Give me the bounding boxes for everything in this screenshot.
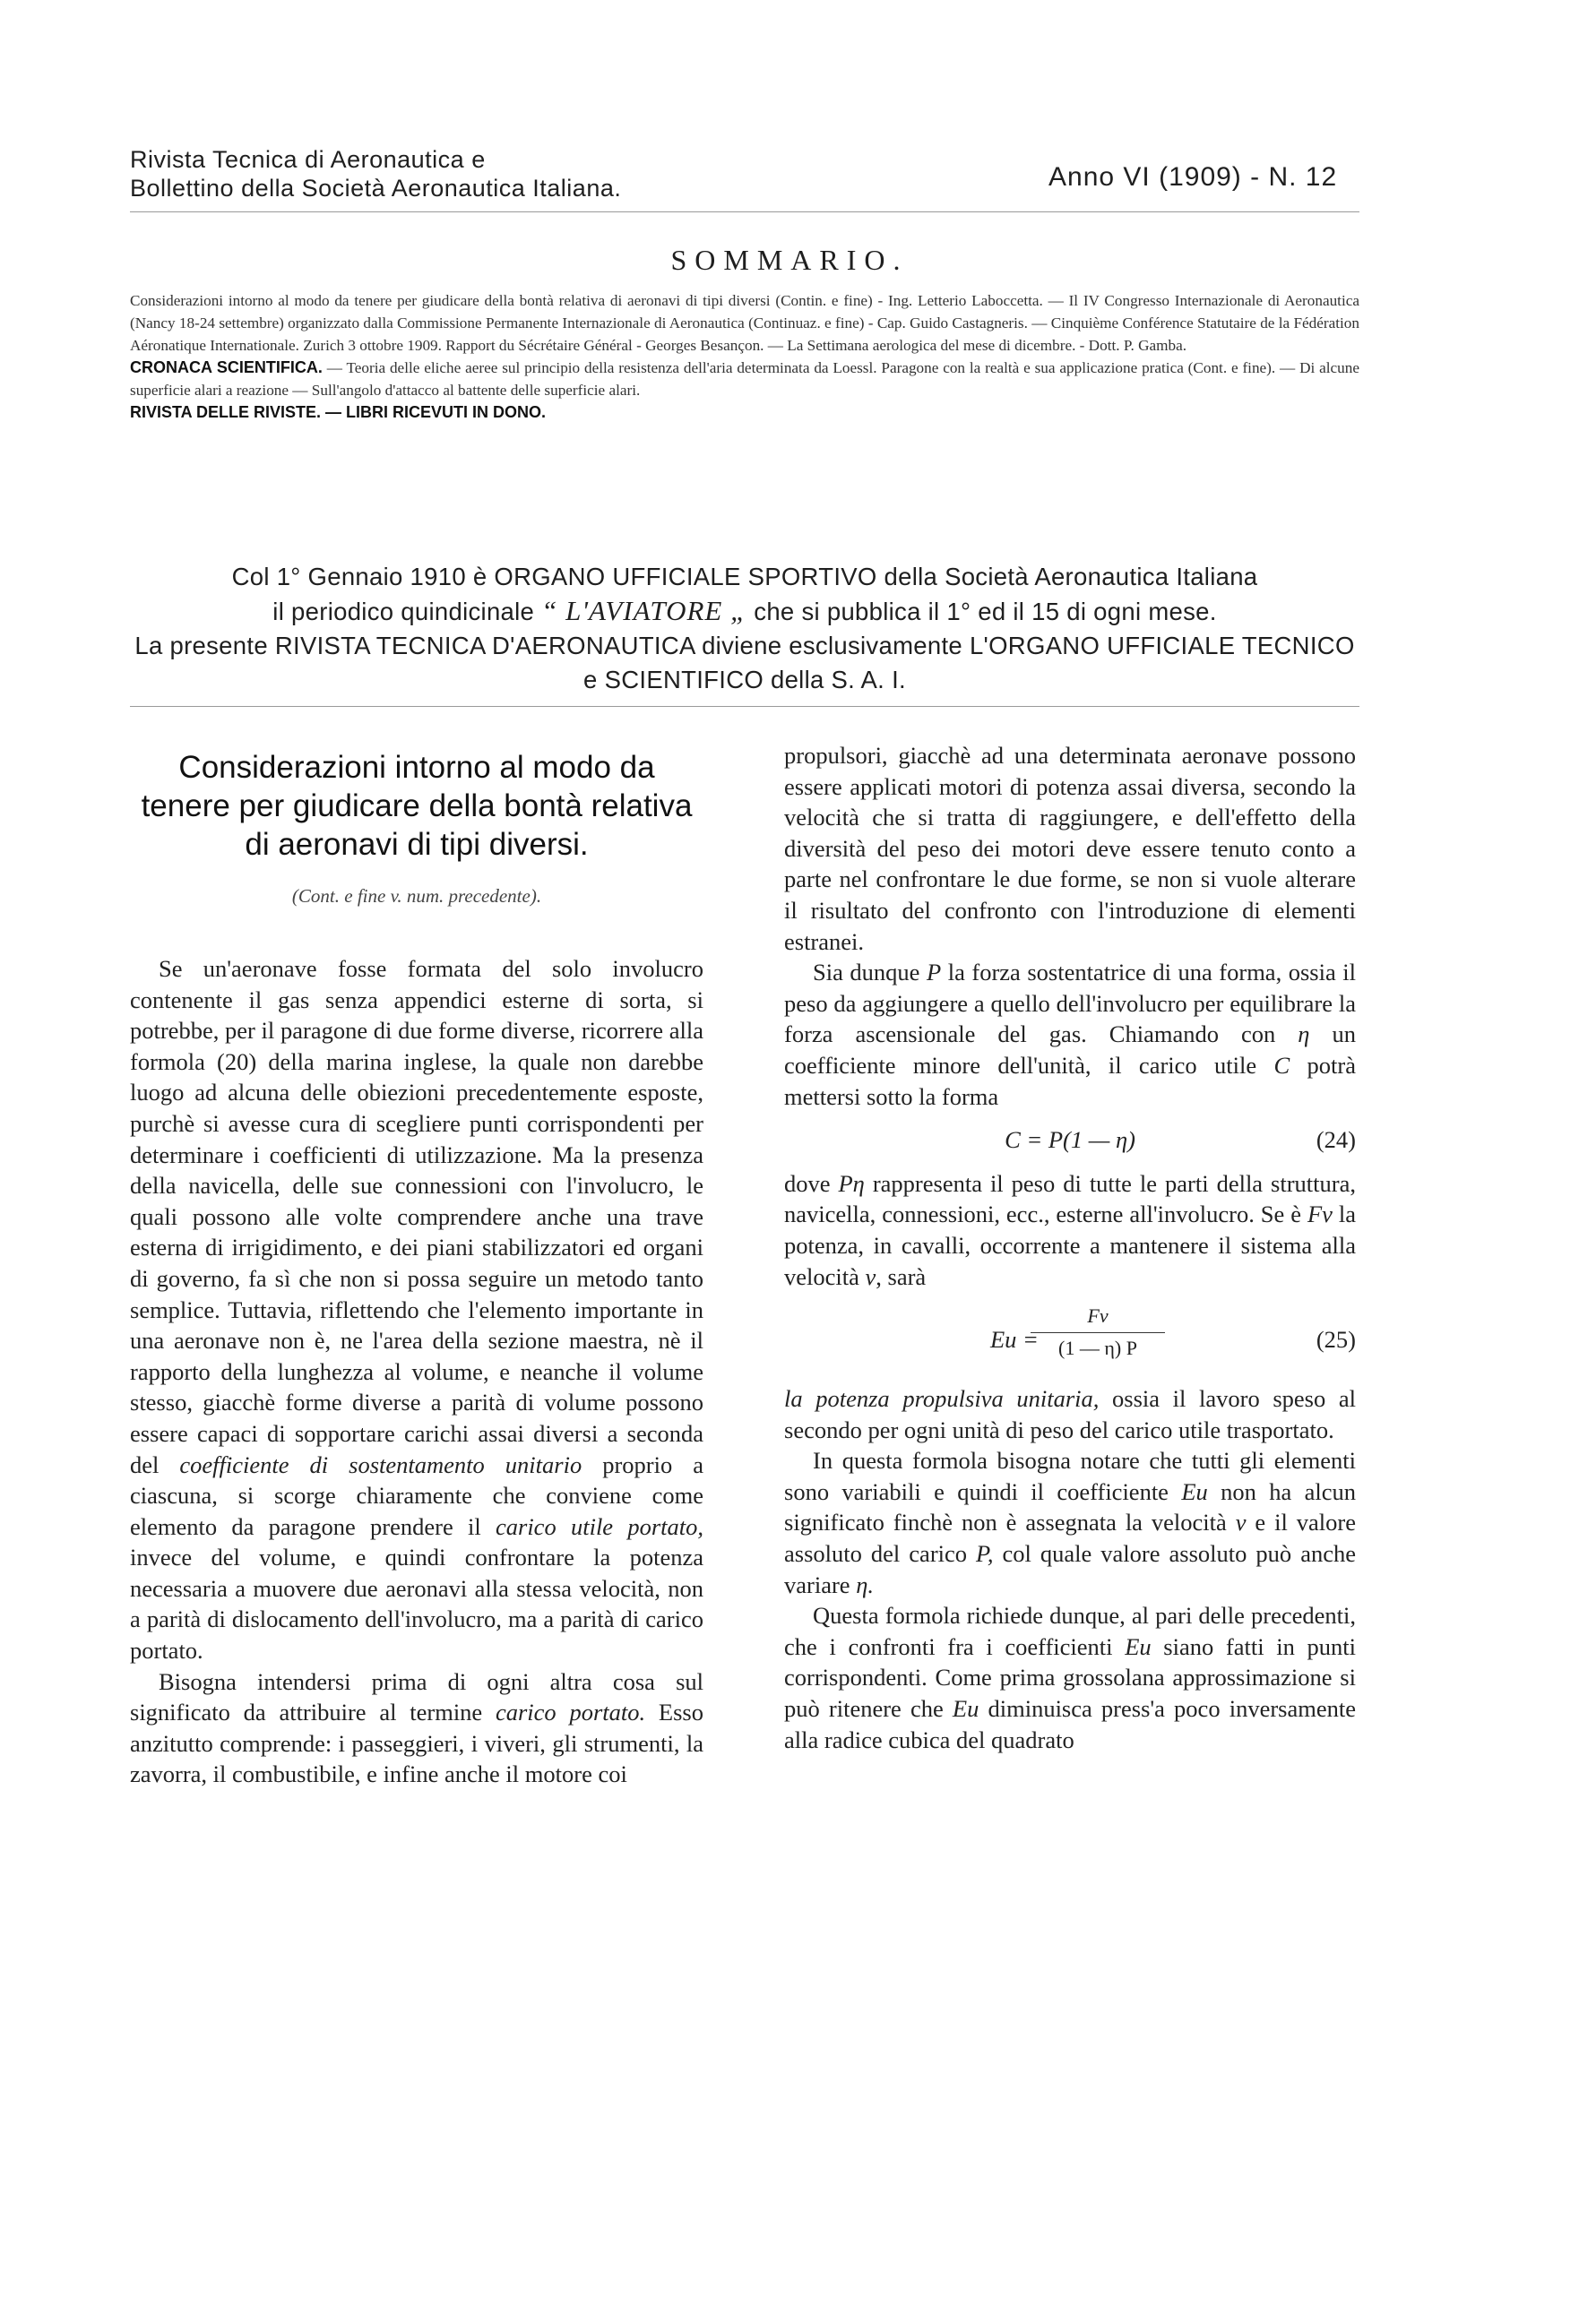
article-subtitle: (Cont. e fine v. num. precedente).	[291, 885, 542, 907]
equation-fraction	[1031, 1301, 1165, 1364]
paragraph: dove Pη rappresenta il peso di tutte le parti della struttura, navicella, connessioni, ecc., esterne all'involucro. Se è Fv la potenza, in cavalli, occorrente a mantenere il sistema alla velocità v, sarà	[784, 1169, 1356, 1290]
sommario-cronaca-text: — Teoria delle eliche aeree sul principio della resistenza dell'aria determinata da Loessl. Paragone con la realtà e sua applicazione pratica (Cont. e fine). — Di alcune superficie alari a reazione — Sull'angolo d'attacco al battente delle superficie alari.	[130, 359, 1359, 399]
notice-line2: il periodico quindicinale “ L'AVIATORE „ che si pubblica il 1° ed il 15 di ogni mese.	[272, 595, 1217, 626]
paragraph: Questa formola richiede dunque, al pari delle precedenti, che i confronti fra i coefficienti Eu siano fatti in punti corrispondenti. Come prima grossolana approssimazione si può ritenere che Eu diminuisca press'a poco inversamente alla radice cubica del quadrato	[784, 1602, 1356, 1753]
paragraph: Bisogna intendersi prima di ogni altra cosa sul significato da attribuire al termine carico portato. Esso anzitutto comprende: i passeggieri, i viveri, gli strumenti, la zavorra, il combustibile, e infine anche il motore coi	[130, 1667, 703, 1788]
equation-number: (25)	[1316, 1326, 1356, 1354]
paragraph: la potenza propulsiva unitaria, ossia il lavoro speso al secondo per ogni unità di peso del carico utile trasportato.	[784, 1385, 1356, 1443]
sommario-entry: Considerazioni intorno al modo da tenere per giudicare della bontà relativa di aeronavi di tipi diversi (Contin. e fine) - Ing. Letterio Laboccetta. — Il IV Congresso Internazionale di Aeronautica (Nancy 18-24 settembre) organizzato dalla Commissione Permanente Internazionale di Aeronautica (Continuaz. e fine) - Cap. Guido Castagneris. — Cinquième Conférence Statutaire de la Fédération Aéronatique Internationale. Zurich 3 ottobre 1909. Rapport du Sécrétaire Général - Georges Besançon. — La Settimana aerologica del mese di dicembre. - Dott. P. Gamba.	[130, 292, 1359, 354]
equation-number: (24)	[1316, 1126, 1356, 1154]
article-column-left	[130, 953, 703, 1790]
sommario-riviste	[130, 401, 1359, 424]
sommario-contents	[130, 289, 1359, 424]
journal-title-line2: Bollettino della Società Aeronautica Italiana.	[130, 175, 622, 202]
issue-number: Anno VI (1909) - N. 12	[1048, 162, 1338, 192]
sommario-cronaca	[130, 357, 1359, 401]
notice-rule	[130, 706, 1359, 707]
sommario-section-label: CRONACA SCIENTIFICA.	[130, 358, 323, 376]
sommario-title: SOMMARIO.	[670, 244, 909, 276]
equation-25	[784, 1301, 1356, 1374]
fraction-denominator: (1 — η) P	[1058, 1336, 1137, 1359]
article-title: Considerazioni intorno al modo da tenere per giudicare della bontà relativa di aeronavi di tipi diversi.	[141, 750, 693, 862]
notice-line3: La presente RIVISTA TECNICA D'AERONAUTICA diviene esclusivamente L'ORGANO UFFICIALE TECNICO e SCIENTIFICO della S. A. I.	[134, 632, 1355, 693]
journal-title-line1: Rivista Tecnica di Aeronautica e	[130, 146, 486, 173]
paragraph: Sia dunque P la forza sostentatrice di una forma, ossia il peso da aggiungere a quello dell'involucro per equilibrare la forza ascensionale del gas. Chiamando con η un coefficiente minore dell'unità, il carico utile C potrà mettersi sotto la forma	[784, 959, 1357, 1110]
paragraph: propulsori, giacchè ad una determinata aeronave possono essere applicati motori di potenza assai diversa, secondo la velocità che si tratta di raggiungere, e dell'effetto della diversità del peso dei motori deve essere tenuto conto a parte nel confrontare le due forme, se non si vuole alterare il risultato del confronto con l'introduzione di elementi estranei.	[784, 742, 1356, 955]
sommario-riviste-label: RIVISTA DELLE RIVISTE. — LIBRI RICEVUTI IN DONO.	[130, 403, 547, 421]
paragraph: In questa formola bisogna notare che tutti gli elementi sono variabili e quindi il coefficiente Eu non ha alcun significato finchè non è assegnata la velocità v e il valore assoluto del carico P, col quale valore assoluto può anche variare η.	[784, 1447, 1356, 1598]
notice-line1: Col 1° Gennaio 1910 è ORGANO UFFICIALE SPORTIVO della Società Aeronautica Italiana	[231, 563, 1258, 590]
article-column-right	[784, 740, 1356, 1755]
equation-lhs: Eu =	[990, 1326, 1039, 1354]
header-rule	[130, 211, 1359, 212]
official-notice	[130, 560, 1359, 697]
periodical-name: “ L'AVIATORE „	[541, 595, 747, 626]
fraction-numerator: Fv	[1031, 1301, 1165, 1333]
equation-24: C = P(1 — η) (24)	[784, 1124, 1356, 1156]
journal-title	[130, 145, 621, 202]
paragraph: Se un'aeronave fosse formata del solo involucro contenente il gas senza appendici esterne di sorta, si potrebbe, per il paragone di due forme diverse, ricorrere alla formola (20) della marina inglese, la quale non darebbe luogo ad alcuna delle obiezioni precedentemente esposte, purchè si avesse cura di scegliere punti corrispondenti per determinare i coefficienti di utilizzazione. Ma la presenza della navicella, delle sue connessioni con l'involucro, le quali possono alle volte comprendere anche una trave esterna di irrigidimento, e dei piani stabilizzatori ed organi di governo, fa sì che non si possa seguire un metodo tanto semplice. Tuttavia, riflettendo che l'elemento importante in una aeronave non è, ne l'area della sezione maestra, nè il rapporto della lunghezza al volume, e neanche il volume stesso, giacchè forme diverse a parità di volume possono essere capaci di sopportare carichi assai diversi a seconda del coefficiente di sostentamento unitario proprio a ciascuna, si scorge chiaramente che conviene come elemento da paragone prendere il carico utile portato, invece del volume, e quindi confrontare la potenza necessaria a muovere due aeronavi alla stessa velocità, non a parità di dislocamento dell'involucro, ma a parità di carico portato.	[130, 955, 704, 1665]
